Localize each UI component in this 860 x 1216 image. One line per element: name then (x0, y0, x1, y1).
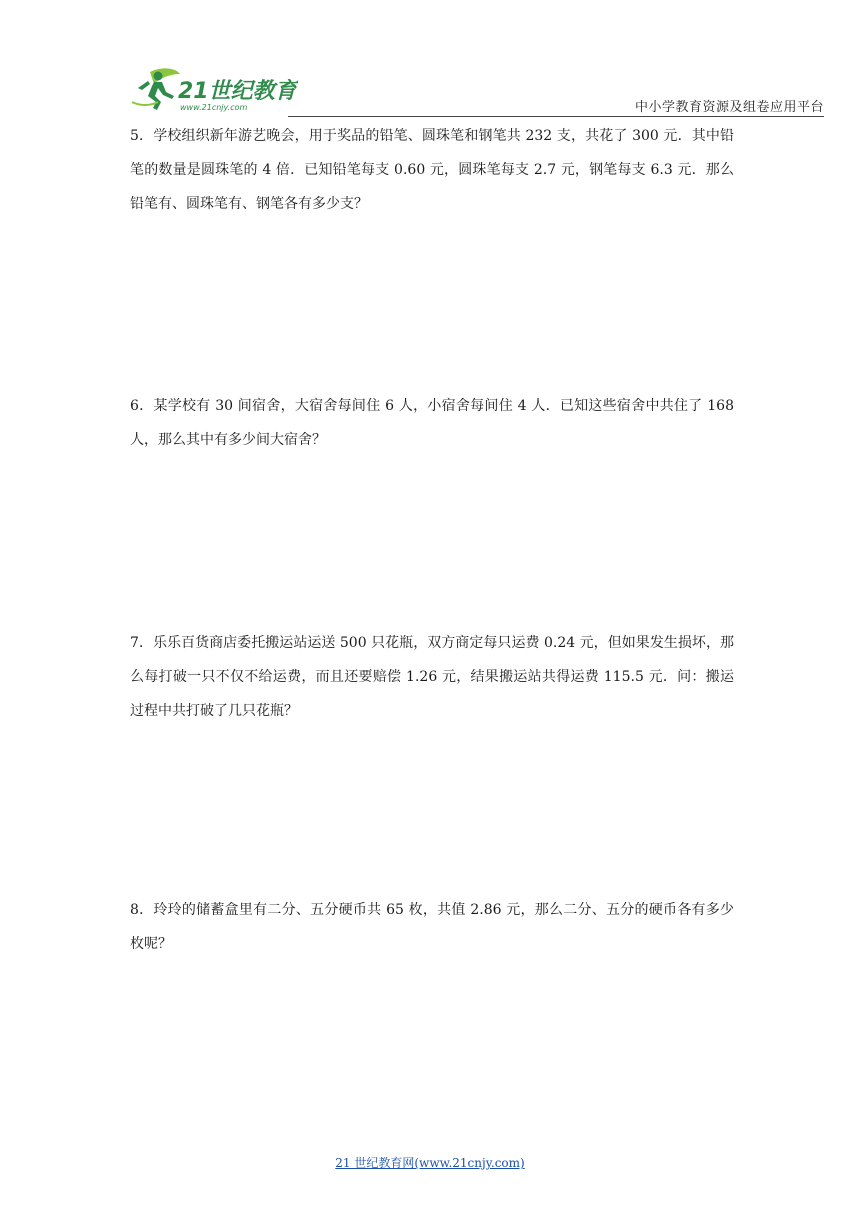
logo-url-text: www.21cnjy.com (180, 103, 248, 112)
question-5: 5．学校组织新年游艺晚会，用于奖品的铅笔、圆珠笔和钢笔共 232 支，共花了 300 元．其中铅笔的数量是圆珠笔的 4 倍．已知铅笔每支 0.60 元，圆珠笔每支 2.7 元，钢笔每支 6.3 元．那么铅笔有、圆珠笔有、钢笔各有多少支？ (130, 128, 734, 212)
header-divider (288, 116, 824, 117)
question-6: 6．某学校有 30 间宿舍，大宿舍每间住 6 人，小宿舍每间住 4 人．已知这些宿舍中共住了 168 人，那么其中有多少间大宿舍？ (130, 398, 734, 448)
runner-logo-icon (128, 66, 298, 116)
question-7: 7．乐乐百货商店委托搬运站运送 500 只花瓶，双方商定每只运费 0.24 元，但如果发生损坏，那么每打破一只不仅不给运费，而且还要赔偿 1.26 元，结果搬运站共得运费 115.5 元．问：搬运过程中共打破了几只花瓶？ (130, 635, 734, 719)
question-8: 8．玲玲的储蓄盒里有二分、五分硬币共 65 枚，共值 2.86 元，那么二分、五分的硬币各有多少枚呢？ (130, 902, 734, 952)
platform-name: 中小学教育资源及组卷应用平台 (634, 100, 824, 115)
page-footer (0, 1154, 860, 1171)
site-logo[interactable] (128, 66, 298, 116)
page-header (128, 66, 824, 118)
logo-text: 21世纪教育 (178, 79, 297, 104)
footer-site-link[interactable]: 21 世纪教育网(www.21cnjy.com) (335, 1156, 525, 1170)
